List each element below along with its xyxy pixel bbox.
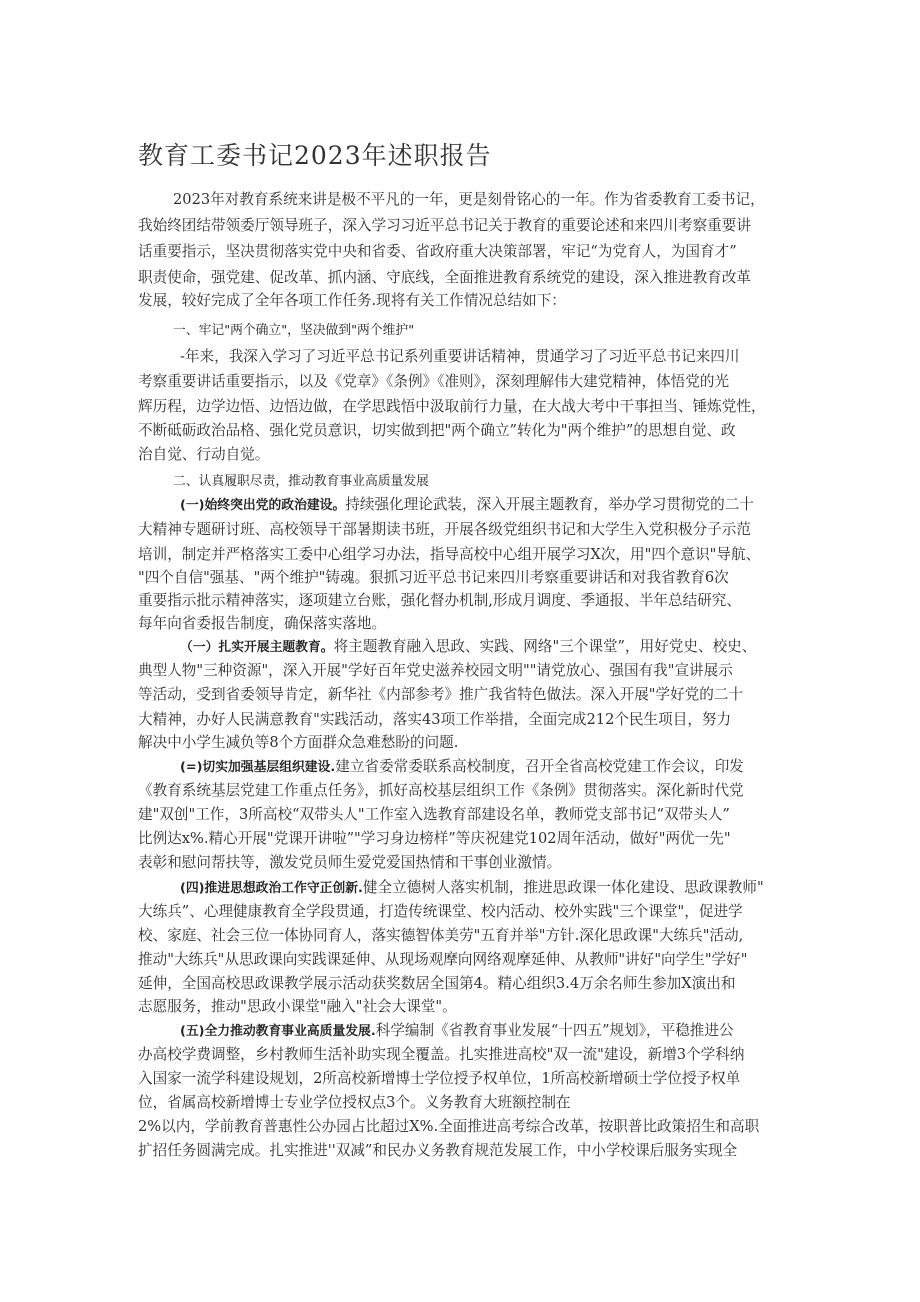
text-line: 重要指示批示精神落实，逐项建立台账，强化督办机制,形成月调度、季通报、半年总结研究、 bbox=[138, 592, 741, 609]
text-line: 扩招任务圆满完成。扎实推进''双减”和民办义务教育规范发展工作，中小学校课后服务实现全 bbox=[138, 1142, 738, 1159]
text-line: 志愿服务，推动"思政小课堂"融入"社会大课堂"。 bbox=[138, 998, 457, 1015]
text-line: 我始终团结带领委厅领导班子，深入学习习近平总书记关于教育的重要论述和来四川考察重要讲 bbox=[138, 217, 751, 234]
text-line: "四个自信"强基、"两个维护"铸魂。狠抓习近平总书记来四川考察重要讲话和对我省教育6次 bbox=[138, 569, 729, 586]
text-line: 大练兵”、心理健康教育全学段贯通，打造传统课堂、校内活动、校外实践"三个课堂"，促进学 bbox=[138, 903, 743, 920]
text-line: 解决中小学生减负等8个方面群众急难愁盼的问题. bbox=[138, 734, 459, 751]
text-line: 不断砥砺政治品格、强化党员意识，切实做到把"两个确立”转化为"两个维护”的思想自觉、政 bbox=[138, 422, 736, 439]
text-run: 建立省委常委联系高校制度，召开全省高校党建工作会议，印发 bbox=[335, 758, 744, 775]
text-line: 辉历程，边学边悟、边悟边做，在学思践悟中汲取前行力量，在大战大考中干事担当、锤炼党性， bbox=[138, 398, 766, 415]
text-line: 典型人物"三种资源"，深入开展"学好百年党史滋养校园文明""请党放心、强国有我"宣讲展示 bbox=[138, 662, 733, 679]
text-line: 等活动，受到省委领导肯定，新华社《内部参考》推广我省特色做法。深入开展"学好党的二十 bbox=[138, 686, 744, 703]
text-line: 治自觉、行动自觉。 bbox=[138, 446, 270, 463]
text-run: 科学编制《省教育事业发展“十四五”规划》，平稳推进公 bbox=[375, 1022, 734, 1039]
text-line: 比例达x%.精心开展"党课开讲啦”"学习身边榜样”等庆祝建党102周年活动，做好"两优一先" bbox=[138, 830, 731, 847]
text-line: 2023年对教育系统来讲是极不平凡的一年，更是刻骨铭心的一年。作为省委教育工委书记， bbox=[173, 191, 765, 208]
text-run: 健全立德树人落实机制，推进思政课一体化建设、思政课教师" bbox=[362, 879, 764, 896]
text-line: 职责使命，强党建、促改革、抓内涵、守底线，全面推进教育系统党的建设，深入推进教育改革 bbox=[138, 269, 751, 286]
text-line: 2%以内，学前教育普惠性公办园占比超过X%.全面推进高考综合改革，按职普比政策招生和高职 bbox=[138, 1118, 760, 1135]
text-line: -年来，我深入学习了习近平总书记系列重要讲话精神，贯通学习了习近平总书记来四川 bbox=[180, 348, 740, 365]
section-heading: 一、牢记"两个确立"，坚决做到"两个维护" bbox=[173, 323, 415, 338]
text-line: 位，省属高校新增博士专业学位授权点3个。义务教育大班额控制在 bbox=[138, 1094, 571, 1111]
subsection-lead: (五)全力推动教育事业高质量发展. bbox=[180, 1024, 376, 1039]
text-line: 推动"大练兵"从思政课向实践课延伸、从现场观摩向网络观摩延伸、从教师"讲好"向学生"学好" bbox=[138, 951, 748, 968]
subsection-lead: （一）扎实开展主题教育。 bbox=[180, 640, 334, 655]
text-line: 发展，较好完成了全年各项工作任务.现将有关工作情况总结如下： bbox=[138, 292, 566, 309]
text-line: 表彰和慰问帮扶等，激发党员师生爱党爱国热情和干事创业激情。 bbox=[138, 854, 562, 871]
text-line: 每年向省委报告制度，确保落实落地。 bbox=[138, 615, 387, 632]
subsection-lead: (一)始终突出党的政治建设。 bbox=[180, 498, 346, 513]
text-run: 将主题教育融入思政、实践、网络"三个课堂”，用好党史、校史、 bbox=[333, 638, 757, 655]
text-line: 校、家庭、社会三位一体协同育人，落实德智体美劳"五育并举"方针.深化思政课"大练兵"活动, bbox=[138, 927, 744, 944]
text-line: 入国家一流学科建设规划，2所高校新增博士学位授予权单位，1所高校新增硕士学位授予权单 bbox=[138, 1070, 741, 1087]
text-line: 培训，制定并严格落实工委中心组学习办法，指导高校中心组开展学习X次，用"四个意识"导航、 bbox=[138, 546, 761, 563]
page-title: 教育工委书记2023年述职报告 bbox=[138, 141, 492, 170]
text-line: 话重要指示，坚决贯彻落实党中央和省委、省政府重大决策部署，牢记“为党育人，为国育才” bbox=[138, 243, 737, 260]
text-line: 建"双创"工作，3所高校“双带头人"工作室入选教育部建设名单，教师党支部书记“双带头人” bbox=[138, 806, 730, 823]
text-run: 持续强化理论武装，深入开展主题教育，举办学习贯彻党的二十 bbox=[345, 496, 754, 513]
text-line: 大精神，办好人民满意教育"实践活动，落实43项工作举措，全面完成212个民生项目，努力 bbox=[138, 711, 732, 728]
text-line: 延伸，全国高校思政课教学展示活动获奖数居全国第4。精心组织3.4万余名师生参加X演出和 bbox=[138, 975, 736, 992]
text-line: 《教育系统基层党建工作重点任务》，抓好高校基层组织工作《条例》贯彻落实。深化新时代党 bbox=[138, 782, 744, 799]
subsection-lead: (=)切实加强基层组织建设. bbox=[180, 760, 336, 775]
text-line: 大精神专题研讨班、高校领导干部暑期读书班，开展各级党组织书记和大学生入党积极分子示范 bbox=[138, 521, 751, 538]
text-line: 办高校学费调整，乡村教师生活补助实现全覆盖。扎实推进高校"双一流"建设，新增3个学科纳 bbox=[138, 1046, 745, 1063]
subsection-lead: (四)推进思想政治工作守正创新. bbox=[180, 881, 363, 896]
section-heading: 二、认真履职尽责，推动教育事业高质量发展 bbox=[173, 474, 429, 489]
text-line: 考察重要讲话重要指示，以及《党章》《条例》《准则》，深刻理解伟大建党精神，体悟党的光 bbox=[138, 373, 730, 390]
